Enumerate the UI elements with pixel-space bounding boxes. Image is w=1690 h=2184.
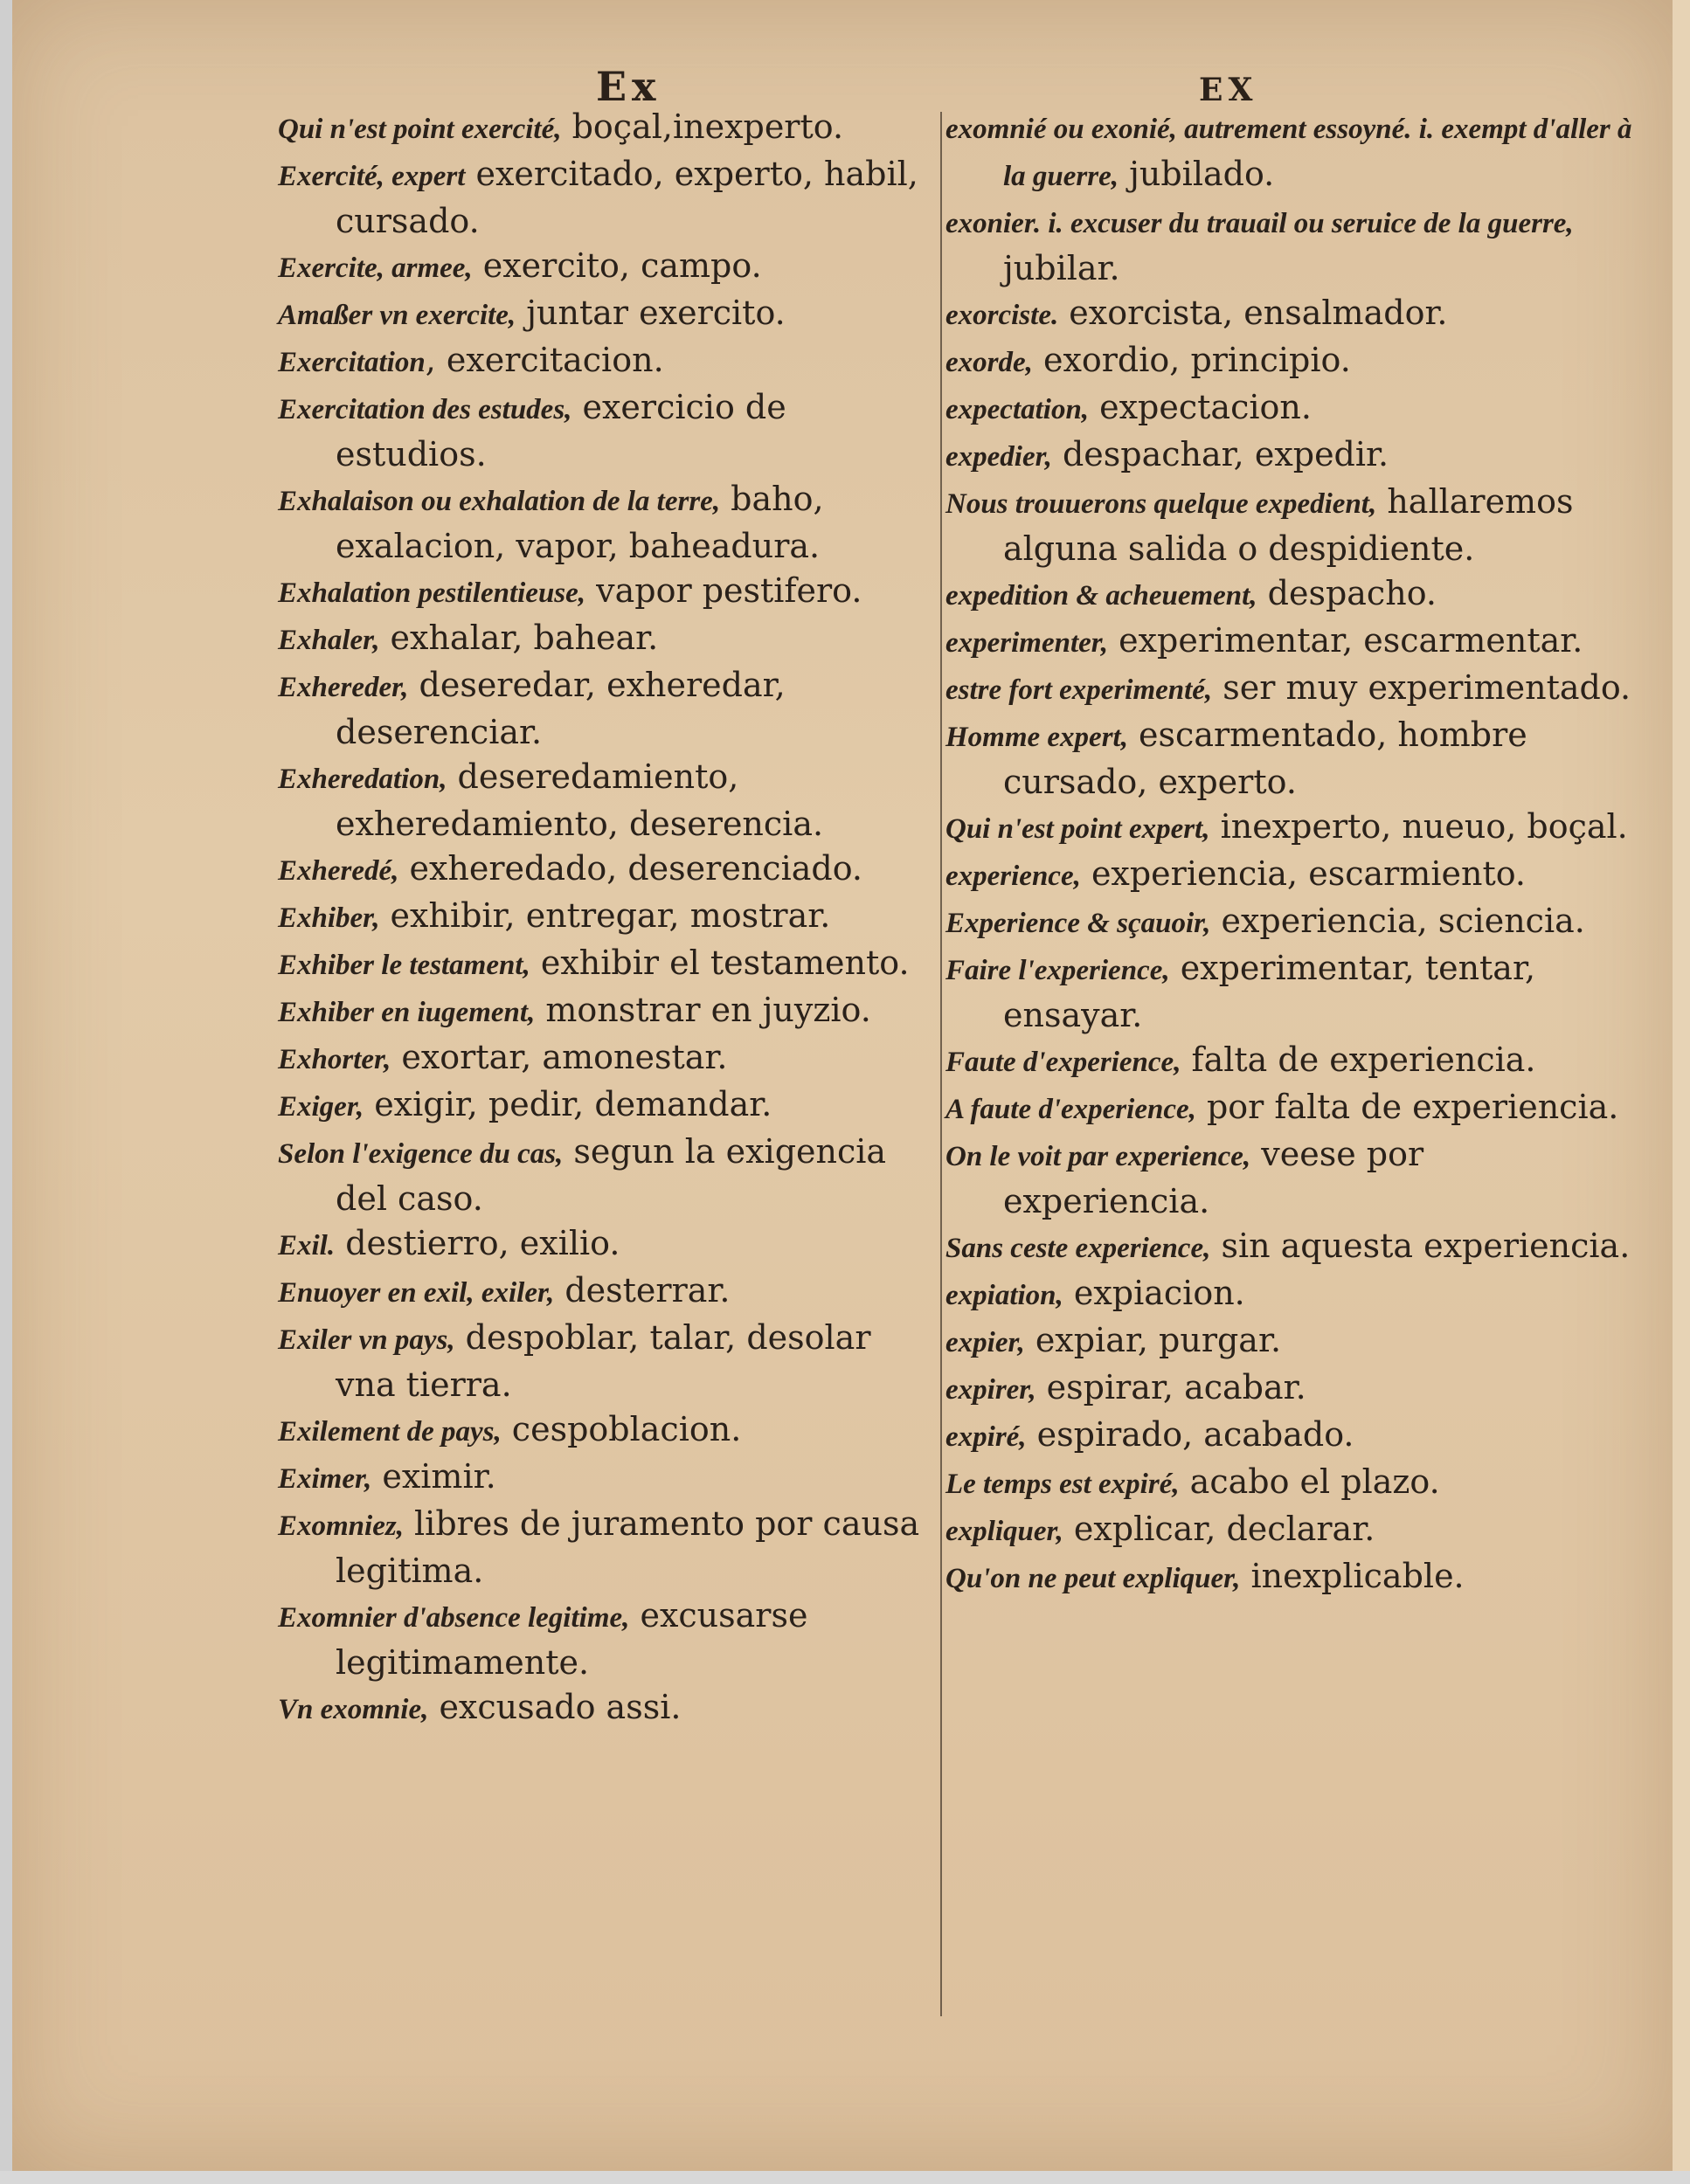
spanish-gloss: exhalar, bahear.	[379, 619, 659, 657]
dictionary-entry	[278, 477, 933, 569]
dictionary-entry	[945, 1507, 1636, 1554]
spanish-gloss: despachar, expedir.	[1051, 435, 1389, 473]
dictionary-entry	[945, 1085, 1636, 1132]
french-term: Selon l'exigence du cas,	[278, 1138, 564, 1170]
french-term: expier,	[945, 1327, 1025, 1358]
dictionary-entry	[278, 1455, 933, 1502]
dictionary-entry	[278, 1268, 933, 1316]
dictionary-entry	[945, 852, 1636, 899]
dictionary-entry	[945, 1038, 1636, 1085]
french-term: estre fort experimenté,	[945, 674, 1213, 706]
french-term: Exhiber,	[278, 902, 380, 934]
french-term: Homme expert,	[945, 722, 1128, 753]
french-term: Exhalation pestilentieuse,	[278, 577, 586, 609]
french-term: Exiler vn pays,	[278, 1324, 455, 1356]
french-term: Qu'on ne peut expliquer,	[945, 1563, 1241, 1594]
dictionary-entry	[945, 805, 1636, 852]
dictionary-entry	[945, 946, 1636, 1038]
spanish-gloss: destierro, exilio.	[335, 1224, 620, 1262]
french-term: Exercite, armee,	[278, 252, 473, 284]
running-head-right: EX	[1199, 72, 1258, 108]
spanish-gloss: espirar, acabar.	[1035, 1368, 1306, 1406]
dictionary-entry	[278, 988, 933, 1035]
dictionary-entry	[278, 385, 933, 477]
french-term: Exomnier d'absence legitime,	[278, 1602, 630, 1634]
spanish-gloss: explicar, declarar.	[1063, 1510, 1375, 1548]
dictionary-entry	[278, 847, 933, 894]
french-term: Exercitation des estudes,	[278, 394, 572, 425]
spanish-gloss: vapor pestifero.	[585, 571, 862, 610]
spanish-gloss: despoblar, talar, desolar vna tierra.	[336, 1318, 871, 1404]
spanish-gloss: cespoblacion.	[501, 1410, 742, 1448]
spanish-gloss: deseredamiento, exheredamiento, deserencia.	[336, 757, 824, 843]
dictionary-entry	[945, 432, 1636, 480]
french-term: Eximer,	[278, 1463, 372, 1495]
spanish-gloss: experiencia, sciencia.	[1210, 902, 1585, 940]
spanish-gloss: despacho.	[1257, 574, 1437, 612]
dictionary-entry	[945, 1271, 1636, 1318]
dictionary-entry	[945, 1413, 1636, 1460]
french-term: expedier,	[945, 441, 1052, 473]
spanish-gloss: ser muy experimentado.	[1212, 668, 1631, 707]
spanish-gloss: expiacion.	[1063, 1274, 1245, 1312]
dictionary-entry	[945, 338, 1636, 385]
spanish-gloss: juntar exercito.	[516, 294, 786, 332]
french-term: expectation,	[945, 394, 1090, 425]
left-column	[278, 105, 933, 1732]
french-term: exorciste.	[945, 300, 1059, 331]
dictionary-entry	[278, 1316, 933, 1407]
spanish-gloss: jubilado.	[1119, 155, 1275, 193]
spanish-gloss: escarmentado, hombre cursado, experto.	[1003, 715, 1527, 801]
french-term: Exhaler,	[278, 625, 380, 656]
french-term: Exilement de pays,	[278, 1416, 502, 1448]
spanish-gloss: inexplicable.	[1240, 1557, 1465, 1595]
dictionary-entry	[278, 1593, 933, 1685]
french-term: A faute d'experience,	[945, 1094, 1196, 1125]
dictionary-entry	[945, 105, 1636, 199]
french-term: exonier. i. excuser du trauail ou seruice de la guerre,	[945, 208, 1574, 239]
dictionary-entry	[278, 616, 933, 663]
french-term: Exhiber le testament,	[278, 950, 530, 981]
dictionary-entry	[278, 755, 933, 847]
french-term: On le voit par experience,	[945, 1141, 1251, 1172]
french-term: Experience & sçauoir,	[945, 908, 1211, 939]
dictionary-entry	[945, 480, 1636, 571]
dictionary-entry	[278, 1130, 933, 1221]
french-term: Exhereder,	[278, 672, 409, 703]
spanish-gloss: expectacion.	[1089, 388, 1312, 426]
dictionary-entry	[945, 1554, 1636, 1601]
french-term: Faire l'experience,	[945, 955, 1170, 986]
spanish-gloss: espirado, acabado.	[1026, 1415, 1354, 1454]
french-term: experience,	[945, 860, 1081, 892]
dictionary-entry	[945, 385, 1636, 432]
french-term: expliquer,	[945, 1516, 1063, 1547]
dictionary-entry	[278, 894, 933, 941]
french-term: Amaßer vn exercite,	[278, 300, 516, 331]
french-term: exomnié ou exonié, autrement essoyné. i. exempt d'aller à la guerre,	[945, 114, 1632, 192]
spanish-gloss: veese por experiencia.	[1003, 1135, 1424, 1220]
dictionary-entry	[945, 571, 1636, 619]
french-term: Exhorter,	[278, 1044, 391, 1075]
spanish-gloss: excusarse legitimamente.	[336, 1596, 808, 1682]
spanish-gloss: expiar, purgar.	[1024, 1321, 1282, 1359]
spanish-gloss: boçal,inexperto.	[561, 107, 844, 146]
french-term: Exomniez,	[278, 1510, 404, 1542]
spanish-gloss: exordio, principio.	[1032, 341, 1351, 379]
french-term: Exercité, expert	[278, 161, 466, 192]
french-term: Le temps est expiré,	[945, 1469, 1180, 1500]
spanish-gloss: exigir, pedir, demandar.	[364, 1085, 772, 1123]
spanish-gloss: excusado assi.	[428, 1688, 682, 1726]
running-head-left: Ex	[596, 63, 661, 110]
french-term: Exhiber en iugement,	[278, 997, 536, 1028]
french-term: Exheredé,	[278, 855, 399, 887]
french-term: Qui n'est point expert,	[945, 813, 1210, 845]
french-term: experimenter,	[945, 627, 1109, 659]
dictionary-entry	[945, 1365, 1636, 1413]
spanish-gloss: hallaremos alguna salida o despidiente.	[1003, 482, 1574, 568]
dictionary-entry	[278, 291, 933, 338]
dictionary-entry	[278, 105, 933, 152]
spanish-gloss: exorcista, ensalmador.	[1058, 294, 1448, 332]
dictionary-entry	[278, 663, 933, 755]
spanish-gloss: experimentar, tentar, ensayar.	[1003, 949, 1536, 1034]
french-term: Exiger,	[278, 1091, 364, 1123]
spanish-gloss: segun la exigencia del caso.	[336, 1132, 887, 1218]
scan-margin-bottom	[0, 2171, 1690, 2184]
dictionary-entry	[945, 1460, 1636, 1507]
dictionary-entry	[278, 1035, 933, 1082]
spanish-gloss: inexperto, nueuo, boçal.	[1209, 807, 1628, 846]
dictionary-entry	[278, 941, 933, 988]
spanish-gloss: deseredar, exheredar, deserenciar.	[336, 666, 786, 751]
french-term: Exheredation,	[278, 764, 447, 795]
french-term: Enuoyer en exil, exiler,	[278, 1277, 555, 1309]
french-term: Exhalaison ou exhalation de la terre,	[278, 486, 721, 517]
spanish-gloss: exercitado, experto, habil, cursado.	[336, 155, 918, 240]
spanish-gloss: acabo el plazo.	[1179, 1462, 1440, 1501]
spanish-gloss: por falta de experiencia.	[1195, 1088, 1619, 1126]
spanish-gloss: sin aquesta experiencia.	[1210, 1227, 1631, 1265]
french-term: expiation,	[945, 1280, 1063, 1311]
spanish-gloss: jubilar.	[1003, 249, 1120, 287]
spanish-gloss: experiencia, escarmiento.	[1080, 854, 1526, 893]
french-term: expirer,	[945, 1374, 1036, 1406]
dictionary-entry	[278, 1685, 933, 1732]
spanish-gloss: exheredado, deserenciado.	[398, 849, 862, 888]
column-divider	[940, 112, 942, 2016]
dictionary-entry	[945, 713, 1636, 805]
spanish-gloss: eximir.	[371, 1457, 496, 1496]
dictionary-entry	[945, 199, 1636, 291]
french-term: exorde,	[945, 347, 1033, 378]
french-term: Qui n'est point exercité,	[278, 114, 562, 145]
right-column	[945, 105, 1636, 1601]
dictionary-entry	[945, 1318, 1636, 1365]
spanish-gloss: exercito, campo.	[472, 246, 762, 285]
dictionary-entry	[945, 666, 1636, 713]
dictionary-entry	[945, 1224, 1636, 1271]
scan-margin-left	[0, 0, 12, 2184]
dictionary-entry	[278, 338, 933, 385]
dictionary-entry	[278, 1082, 933, 1130]
french-term: Exil.	[278, 1230, 336, 1261]
dictionary-entry	[945, 1132, 1636, 1224]
spanish-gloss: , exercitacion.	[425, 341, 664, 379]
french-term: Exercitation	[278, 347, 426, 378]
spanish-gloss: falta de experiencia.	[1181, 1040, 1536, 1079]
french-term: Vn exomnie,	[278, 1694, 429, 1725]
spanish-gloss: exhibir, entregar, mostrar.	[379, 896, 831, 935]
spanish-gloss: monstrar en juyzio.	[535, 991, 871, 1029]
french-term: Faute d'experience,	[945, 1047, 1181, 1078]
french-term: expedition & acheuement,	[945, 580, 1257, 612]
spanish-gloss: exercicio de estudios.	[336, 388, 786, 473]
spanish-gloss: baho, exalacion, vapor, baheadura.	[336, 480, 824, 565]
spanish-gloss: exhibir el testamento.	[530, 943, 910, 982]
spanish-gloss: exortar, amonestar.	[391, 1038, 728, 1076]
spanish-gloss: desterrar.	[554, 1271, 731, 1310]
french-term: Sans ceste experience,	[945, 1233, 1211, 1264]
dictionary-entry	[945, 619, 1636, 666]
dictionary-entry	[278, 569, 933, 616]
dictionary-entry	[278, 1407, 933, 1455]
dictionary-entry	[945, 899, 1636, 946]
spanish-gloss: experimentar, escarmentar.	[1108, 621, 1583, 660]
dictionary-entry	[278, 1221, 933, 1268]
dictionary-entry	[278, 152, 933, 244]
dictionary-entry	[945, 291, 1636, 338]
french-term: expiré,	[945, 1421, 1027, 1453]
spanish-gloss: libres de juramento por causa legitima.	[336, 1504, 920, 1590]
french-term: Nous trouuerons quelque expedient,	[945, 488, 1377, 520]
dictionary-entry	[278, 1502, 933, 1593]
dictionary-entry	[278, 244, 933, 291]
